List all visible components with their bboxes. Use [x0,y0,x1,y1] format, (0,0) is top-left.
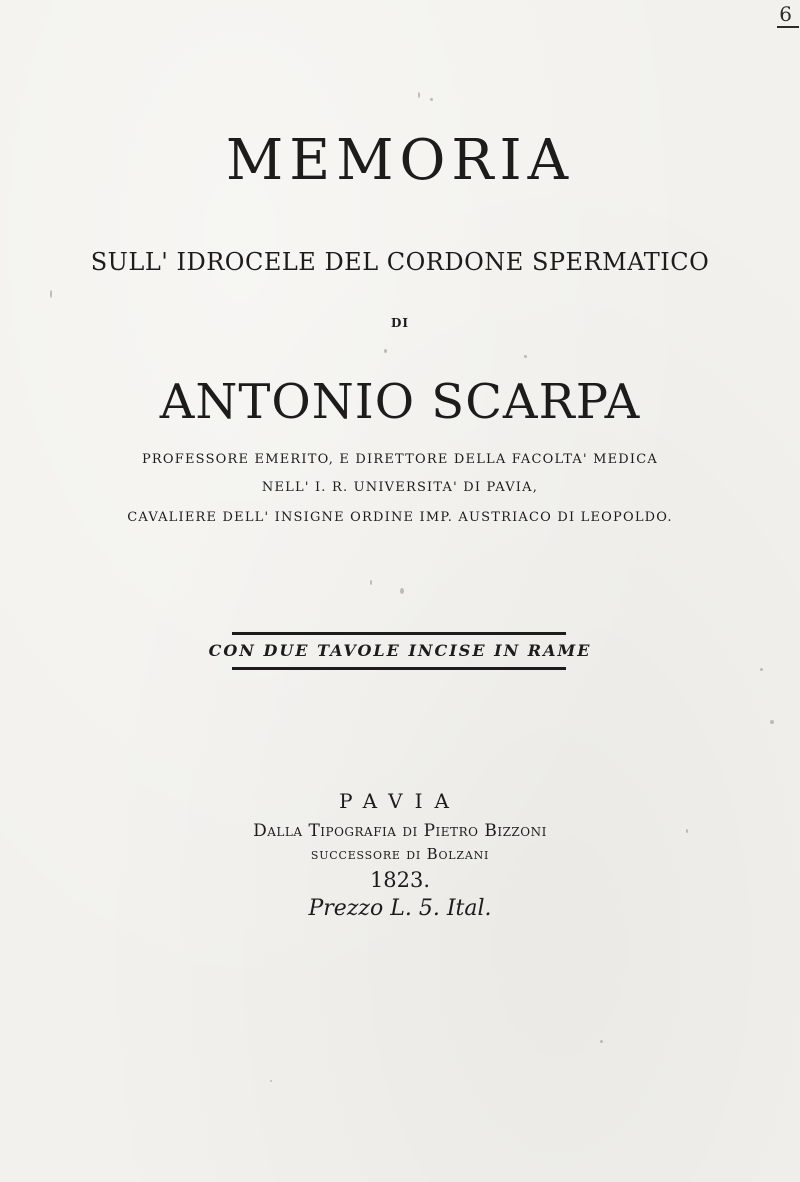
author-name: ANTONIO SCARPA [159,374,641,430]
paper-speck [418,92,420,98]
plates-note: CON DUE TAVOLE INCISE IN RAME [208,641,592,660]
paper-speck [270,1080,272,1082]
paper-speck [50,290,52,298]
imprint-printer: Dalla Tipografia di Pietro Bizzoni [253,821,547,841]
credential-line: CAVALIERE DELL' INSIGNE ORDINE IMP. AUSTRIACO DI LEOPOLDO. [127,510,673,525]
paper-speck [524,355,527,358]
paper-speck [600,1040,603,1043]
paper-speck [770,720,774,724]
by-label: DI [390,316,410,330]
paper-speck [760,668,763,671]
credential-line: NELL' I. R. UNIVERSITA' DI PAVIA, [261,480,539,495]
divider-rule [232,667,566,670]
page-title: MEMORIA [225,128,575,193]
subtitle: SULL' IDROCELE DEL CORDONE SPERMATICO [90,248,710,276]
paper-speck [400,588,404,594]
credential-line: PROFESSORE EMERITO, E DIRETTORE DELLA FACOLTA' MEDICA [141,452,658,467]
imprint-city: PAVIA [339,789,461,813]
imprint-successor: successore di Bolzani [310,845,490,863]
paper-speck [370,580,372,585]
corner-shelf-mark: 6 [779,2,792,26]
divider-rule [232,632,566,635]
paper-speck [686,829,688,833]
imprint-price: Prezzo L. 5. Ital. [308,896,492,921]
paper-speck [384,349,387,353]
paper-speck [430,98,433,101]
imprint-year: 1823. [369,868,431,892]
